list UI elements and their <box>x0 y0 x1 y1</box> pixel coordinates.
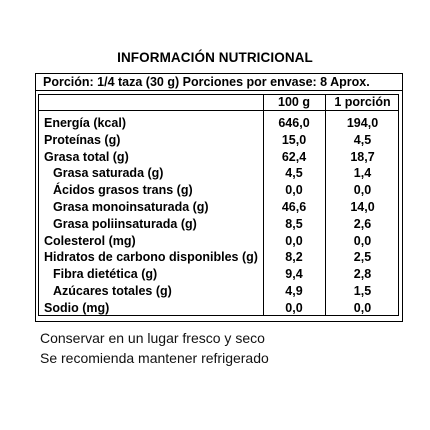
header-divider <box>39 110 398 111</box>
nutrient-label: Colesterol (mg) <box>44 233 136 248</box>
nutrient-label: Sodio (mg) <box>44 300 110 315</box>
nutrition-table <box>35 73 403 322</box>
value-per-portion: 2,8 <box>353 267 372 282</box>
storage-note: Conservar en un lugar fresco y seco <box>40 330 265 346</box>
nutrient-label: Energía (kcal) <box>44 116 126 130</box>
value-per-100g: 0,0 <box>285 183 303 198</box>
nutrition-title: INFORMACIÓN NUTRICIONAL <box>117 50 313 65</box>
value-per-100g: 4,5 <box>285 166 303 181</box>
table-row <box>39 165 400 182</box>
value-per-portion: 1,5 <box>353 283 372 298</box>
value-per-portion: 18,7 <box>350 149 375 164</box>
nutrient-label: Grasa poliinsaturada (g) <box>53 216 197 231</box>
value-per-portion: 14,0 <box>350 199 375 214</box>
table-row <box>39 233 400 250</box>
column-header-portion: 1 porción <box>334 95 391 109</box>
nutrient-label: Grasa saturada (g) <box>53 166 164 181</box>
value-per-100g: 8,5 <box>285 216 303 231</box>
value-per-100g: 15,0 <box>281 132 307 147</box>
value-per-100g: 9,4 <box>285 267 303 282</box>
value-per-100g: 646,0 <box>278 116 310 130</box>
table-row <box>39 216 400 233</box>
table-row <box>39 199 400 216</box>
value-per-100g: 0,0 <box>285 300 303 315</box>
nutrient-label: Grasa monoinsaturada (g) <box>53 199 209 214</box>
value-per-portion: 2,5 <box>353 250 372 265</box>
nutrient-label: Grasa total (g) <box>44 149 129 164</box>
table-row <box>39 283 400 300</box>
value-per-portion: 0,0 <box>353 183 372 198</box>
nutrient-label: Fibra dietética (g) <box>53 267 158 282</box>
value-per-portion: 0,0 <box>353 233 372 248</box>
value-per-portion: 0,0 <box>353 300 372 315</box>
nutrient-rows <box>39 115 400 317</box>
nutrient-label: Hidratos de carbono disponibles (g) <box>44 250 258 265</box>
refrigeration-note: Se recomienda mantener refrigerado <box>40 350 269 366</box>
value-per-100g: 0,0 <box>285 233 303 248</box>
portion-info: Porción: 1/4 taza (30 g) Porciones por envase: 8 Aprox. <box>36 74 402 91</box>
value-per-100g: 4,9 <box>285 283 303 298</box>
value-per-portion: 4,5 <box>353 132 372 147</box>
table-row <box>39 266 400 283</box>
nutrient-label: Ácidos grasos trans (g) <box>53 183 193 198</box>
value-per-portion: 194,0 <box>346 116 379 130</box>
table-row <box>39 182 400 199</box>
value-per-100g: 62,4 <box>281 149 307 164</box>
value-per-portion: 1,4 <box>353 166 372 181</box>
value-per-100g: 46,6 <box>281 199 307 214</box>
column-header-100g: 100 g <box>278 95 310 109</box>
nutrient-label: Azúcares totales (g) <box>53 283 172 298</box>
table-row <box>39 132 400 149</box>
table-row <box>39 115 400 132</box>
value-per-portion: 2,6 <box>353 216 372 231</box>
table-row <box>39 300 400 317</box>
table-row <box>39 249 400 266</box>
nutrient-grid <box>38 94 399 316</box>
table-row <box>39 149 400 166</box>
value-per-100g: 8,2 <box>285 250 303 265</box>
nutrient-label: Proteínas (g) <box>44 132 121 147</box>
